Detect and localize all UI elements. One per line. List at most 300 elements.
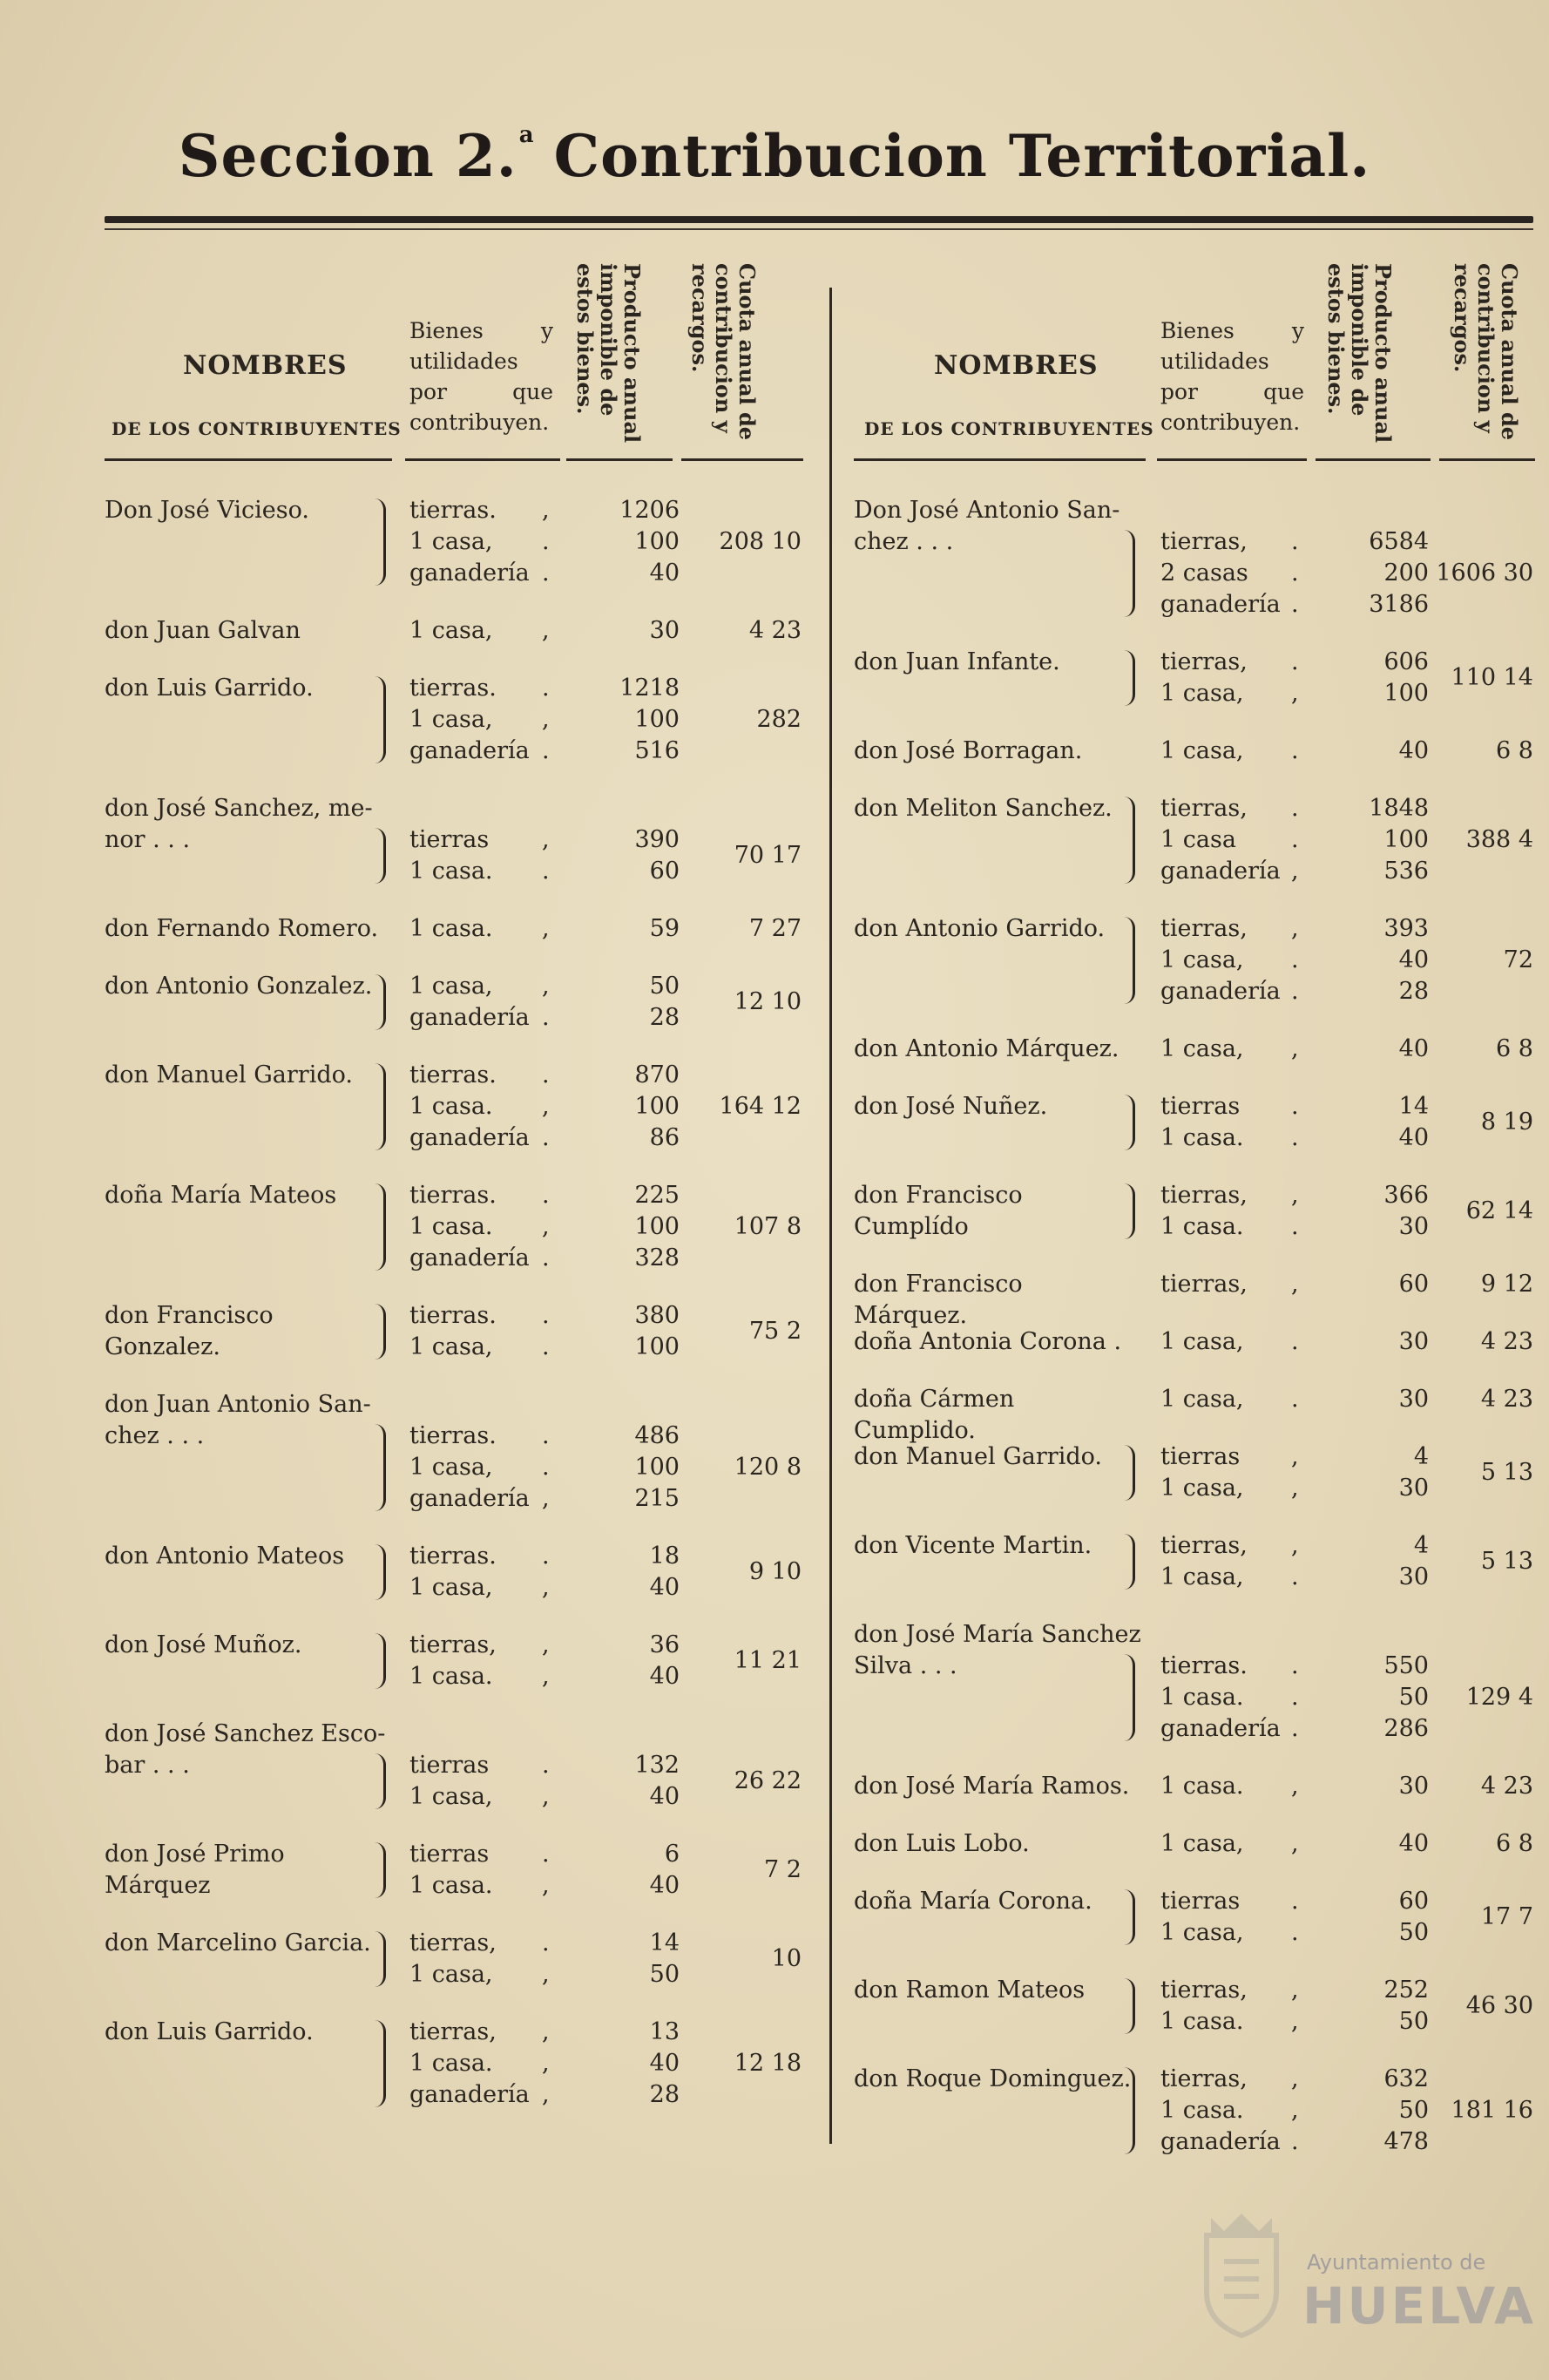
contributor-name <box>854 1886 1141 1917</box>
asset-product-value: 328 <box>634 1244 680 1271</box>
asset-product-value: 215 <box>634 1485 680 1512</box>
asset-product-value: 30 <box>1398 1213 1429 1240</box>
asset-label: 1 casa. <box>409 2050 493 2077</box>
header-underline <box>105 458 392 461</box>
asset-label: tierras. <box>409 497 497 524</box>
brace-bracket <box>375 676 386 763</box>
contributor-name-line: don Francisco Cumplído <box>854 1182 1023 1240</box>
asset-label: 1 casa, <box>1160 1035 1244 1062</box>
asset-product-value: 100 <box>634 1093 680 1120</box>
asset-mark: . <box>542 528 550 555</box>
asset-mark: . <box>542 1302 550 1329</box>
asset-mark: . <box>542 737 550 764</box>
contributor-name-line: don Antonio Mateos <box>105 1543 345 1570</box>
asset-mark: . <box>1291 1684 1299 1711</box>
contributor-name <box>854 2064 1141 2095</box>
asset-mark: . <box>542 1543 550 1570</box>
contributor-name-line: don José Nuñez. <box>854 1093 1048 1120</box>
contributor-entry <box>854 1180 1533 1243</box>
contributor-name-line: don Luis Garrido. <box>105 2018 314 2045</box>
asset-label: tierras. <box>409 1302 497 1329</box>
asset-mark: , <box>542 915 550 942</box>
header-producto: Producto anual imponible de estos bienes. <box>1323 263 1396 444</box>
brace-bracket <box>375 2020 386 2107</box>
contributor-name-line: don José Muñoz. <box>105 1631 302 1658</box>
contributor-name <box>105 615 392 647</box>
asset-label: 1 casa, <box>1160 1475 1244 1502</box>
asset-product-value: 4 <box>1413 1532 1429 1559</box>
asset-label: ganadería <box>1160 978 1281 1005</box>
asset-product-value: 486 <box>634 1422 680 1449</box>
asset-mark: , <box>1291 1532 1299 1559</box>
contributor-name <box>854 1975 1141 2006</box>
asset-product-value: 50 <box>1398 2008 1429 2035</box>
asset-mark: . <box>1291 1715 1299 1742</box>
asset-mark: , <box>1291 2097 1299 2124</box>
asset-mark: . <box>1291 795 1299 822</box>
asset-product-value: 30 <box>649 617 680 644</box>
contributor-name-line: doña Cármen Cumplido. <box>854 1386 1015 1444</box>
asset-label: 1 casa, <box>409 1574 493 1601</box>
asset-row <box>409 2079 697 2111</box>
brace-bracket <box>1124 650 1135 706</box>
contribution-amount: 181 16 <box>1451 2097 1533 2124</box>
asset-row <box>1160 526 1448 558</box>
contribution-amount: 107 8 <box>734 1213 802 1240</box>
asset-product-value: 632 <box>1383 2065 1429 2092</box>
asset-label: tierras <box>1160 1443 1241 1470</box>
asset-mark: . <box>542 1422 550 1449</box>
asset-row <box>1160 856 1448 887</box>
contributor-name-line: doña Antonia Corona . <box>854 1328 1122 1355</box>
asset-mark: , <box>1291 1443 1299 1470</box>
asset-product-value: 50 <box>649 973 680 1000</box>
asset-mark: , <box>542 497 550 524</box>
contributor-name-line: bar . . . <box>105 1752 190 1779</box>
contributor-name-line: nor . . . <box>105 826 191 853</box>
brace-bracket <box>1124 1095 1135 1150</box>
contributor-name-line: don José Sanchez Esco- <box>105 1720 386 1747</box>
asset-product-value: 393 <box>1383 915 1429 942</box>
asset-label: tierras <box>409 1841 490 1868</box>
asset-product-value: 30 <box>1398 1386 1429 1413</box>
right-column <box>854 253 1533 2184</box>
header-underline <box>405 458 560 461</box>
contributor-name-line: don Luis Garrido. <box>105 675 314 702</box>
asset-product-value: 390 <box>634 826 680 853</box>
contribution-amount: 6 8 <box>1496 1035 1533 1062</box>
header-underline <box>1316 458 1431 461</box>
asset-product-value: 40 <box>649 1783 680 1810</box>
asset-label: ganadería <box>409 1004 530 1031</box>
asset-label: 1 casa. <box>1160 1213 1244 1240</box>
contributor-name <box>854 793 1141 824</box>
asset-product-value: 366 <box>1383 1182 1429 1209</box>
contributor-name <box>854 736 1141 767</box>
asset-label: tierras. <box>409 1182 497 1209</box>
asset-mark: , <box>542 2018 550 2045</box>
contributor-name <box>854 1828 1141 1860</box>
asset-label: tierras, <box>1160 795 1248 822</box>
contributor-name-line: don Meliton Sanchez. <box>854 795 1113 822</box>
asset-product-value: 478 <box>1383 2128 1429 2155</box>
contributor-name <box>854 1530 1141 1562</box>
asset-row <box>409 1421 697 1452</box>
asset-product-value: 36 <box>649 1631 680 1658</box>
asset-label: tierras <box>1160 1093 1241 1120</box>
asset-product-value: 14 <box>1398 1093 1429 1120</box>
contributor-name-line: don Luis Lobo. <box>854 1830 1030 1857</box>
asset-mark: , <box>1291 915 1299 942</box>
asset-row <box>1160 2126 1448 2158</box>
contributor-name <box>105 1928 392 1959</box>
header-names: NOMBRES <box>183 350 348 381</box>
contributor-entry <box>854 1326 1533 1358</box>
contribution-amount: 7 27 <box>748 915 802 942</box>
asset-product-value: 100 <box>634 1454 680 1481</box>
asset-product-value: 516 <box>634 737 680 764</box>
asset-mark: , <box>542 1872 550 1899</box>
header-underline <box>681 458 803 461</box>
contributor-entry <box>105 1180 815 1274</box>
asset-product-value: 1218 <box>619 675 680 702</box>
asset-product-value: 100 <box>1383 826 1429 853</box>
asset-label: tierras, <box>1160 1977 1248 2004</box>
asset-mark: , <box>1291 1035 1299 1062</box>
asset-mark: . <box>1291 1386 1299 1413</box>
asset-mark: . <box>1291 648 1299 675</box>
coat-of-arms-icon <box>1189 2209 1294 2340</box>
contributor-name <box>105 495 392 526</box>
contribution-amount: 9 10 <box>748 1558 802 1585</box>
asset-mark: . <box>1291 1213 1299 1240</box>
asset-mark: . <box>1291 1328 1299 1355</box>
header-cuota: Cuota anual de contribucion y recargos. <box>1450 263 1522 441</box>
asset-mark: , <box>1291 2065 1299 2092</box>
asset-label: tierras, <box>409 1631 497 1658</box>
contributor-name <box>105 1839 392 1902</box>
contribution-amount: 6 8 <box>1496 1830 1533 1857</box>
contributor-name-line: don Francisco Gonzalez. <box>105 1302 274 1360</box>
asset-product-value: 132 <box>634 1752 680 1779</box>
contributor-name <box>105 1060 392 1091</box>
header-cuota: Cuota anual de contribucion y recargos. <box>687 263 760 441</box>
contribution-amount: 110 14 <box>1451 664 1533 691</box>
brace-bracket <box>375 1063 386 1150</box>
header-underline <box>1439 458 1535 461</box>
asset-label: tierras. <box>409 675 497 702</box>
asset-product-value: 606 <box>1383 648 1429 675</box>
contributor-entry <box>105 1839 815 1902</box>
contributor-entry <box>105 615 815 647</box>
contributor-name-line: don Juan Infante. <box>854 648 1060 675</box>
asset-label: 1 casa. <box>1160 1684 1244 1711</box>
asset-product-value: 252 <box>1383 1977 1429 2004</box>
contributor-name <box>105 1630 392 1661</box>
brace-bracket <box>375 1931 386 1987</box>
asset-label: ganadería <box>409 1485 530 1512</box>
contributor-entry <box>105 1719 815 1813</box>
contributor-name-line: don Antonio Márquez. <box>854 1035 1119 1062</box>
header-producto: Producto anual imponible de estos bienes. <box>572 263 645 444</box>
contribution-amount: 5 13 <box>1480 1459 1533 1486</box>
asset-mark: , <box>542 1213 550 1240</box>
asset-mark: . <box>1291 1124 1299 1151</box>
asset-label: tierras. <box>1160 1652 1248 1679</box>
asset-product-value: 100 <box>634 1213 680 1240</box>
asset-label: 1 casa. <box>409 858 493 885</box>
contributor-name <box>854 495 1141 558</box>
asset-mark: . <box>1291 1888 1299 1915</box>
contributor-name <box>854 1180 1141 1243</box>
asset-label: tierras, <box>1160 1271 1248 1298</box>
asset-label: tierras, <box>1160 648 1248 675</box>
watermark-line1: Ayuntamiento de <box>1307 2250 1486 2275</box>
contributor-name-line: Don José Vicieso. <box>105 497 309 524</box>
asset-product-value: 50 <box>1398 2097 1429 2124</box>
asset-label: 1 casa. <box>1160 2008 1244 2035</box>
contributor-entry <box>854 1886 1533 1949</box>
asset-mark: , <box>1291 858 1299 885</box>
contribution-amount: 4 23 <box>1480 1773 1533 1800</box>
asset-label: tierras, <box>409 2018 497 2045</box>
contributor-entry <box>854 1619 1533 1745</box>
asset-product-value: 28 <box>649 1004 680 1031</box>
contributor-name <box>854 1619 1141 1682</box>
contribution-amount: 26 22 <box>734 1767 802 1794</box>
asset-row <box>1160 976 1448 1007</box>
contributor-name <box>105 793 392 856</box>
asset-label: tierras. <box>409 1543 497 1570</box>
right-entries <box>854 495 1533 2158</box>
brace-bracket <box>1124 1183 1135 1239</box>
asset-label: 1 casa. <box>1160 2097 1244 2124</box>
contribution-amount: 129 4 <box>1465 1684 1533 1711</box>
brace-bracket <box>375 1753 386 1809</box>
asset-label: 1 casa, <box>1160 737 1244 764</box>
asset-mark: . <box>1291 978 1299 1005</box>
brace-bracket <box>1124 2067 1135 2154</box>
asset-label: 1 casa, <box>409 706 493 733</box>
asset-product-value: 286 <box>1383 1715 1429 1742</box>
asset-product-value: 550 <box>1383 1652 1429 1679</box>
asset-row <box>1160 913 1448 945</box>
asset-mark: . <box>1291 591 1299 618</box>
contributor-entry <box>854 647 1533 709</box>
asset-label: 1 casa, <box>1160 1386 1244 1413</box>
asset-product-value: 6584 <box>1369 528 1429 555</box>
asset-row <box>409 673 697 704</box>
contributor-name <box>105 1719 392 1781</box>
asset-mark: , <box>1291 1475 1299 1502</box>
asset-mark: . <box>1291 1652 1299 1679</box>
asset-product-value: 30 <box>1398 1773 1429 1800</box>
header-underline <box>566 458 673 461</box>
contributor-name <box>105 971 392 1002</box>
asset-label: tierras, <box>1160 1182 1248 1209</box>
asset-row <box>409 1122 697 1154</box>
contributor-entry <box>854 913 1533 1007</box>
title-rest: Contribucion Territorial. <box>553 122 1371 190</box>
contribution-amount: 72 <box>1503 946 1533 973</box>
contributor-name <box>854 1326 1141 1358</box>
asset-mark: , <box>542 1485 550 1512</box>
asset-product-value: 30 <box>1398 1563 1429 1590</box>
contribution-amount: 164 12 <box>719 1093 802 1120</box>
contributor-entry <box>105 1630 815 1692</box>
contributor-name-line: don Roque Dominguez. <box>854 2065 1132 2092</box>
column-divider <box>829 288 832 2144</box>
contributor-name-line: don José María Ramos. <box>854 1773 1130 1800</box>
contribution-amount: 75 2 <box>748 1318 802 1345</box>
asset-label: 1 casa, <box>1160 1563 1244 1590</box>
title-main: Seccion 2. <box>178 122 517 190</box>
contributor-entry <box>105 495 815 589</box>
asset-label: 1 casa, <box>409 1333 493 1360</box>
asset-product-value: 536 <box>1383 858 1429 885</box>
asset-label: ganadería <box>1160 858 1281 885</box>
asset-row <box>1160 1713 1448 1745</box>
asset-product-value: 14 <box>649 1929 680 1956</box>
asset-product-value: 50 <box>649 1961 680 1988</box>
asset-product-value: 40 <box>649 1574 680 1601</box>
asset-mark: , <box>1291 1182 1299 1209</box>
asset-product-value: 60 <box>1398 1271 1429 1298</box>
brace-bracket <box>1124 1889 1135 1945</box>
asset-product-value: 30 <box>1398 1328 1429 1355</box>
asset-mark: , <box>542 1093 550 1120</box>
header-bienes: Bienes y utilidades por que contribuyen. <box>1160 318 1304 435</box>
asset-product-value: 100 <box>634 1333 680 1360</box>
asset-product-value: 50 <box>1398 1684 1429 1711</box>
asset-mark: . <box>542 1454 550 1481</box>
asset-product-value: 3186 <box>1369 591 1429 618</box>
asset-product-value: 30 <box>1398 1475 1429 1502</box>
contributor-name-line: don José María Sanchez <box>854 1621 1141 1648</box>
asset-label: 1 casa, <box>409 528 493 555</box>
asset-label: 1 casa. <box>1160 1773 1244 1800</box>
contribution-amount: 388 4 <box>1465 826 1533 853</box>
asset-product-value: 40 <box>1398 1124 1429 1151</box>
asset-mark: . <box>542 675 550 702</box>
asset-label: 1 casa, <box>409 617 493 644</box>
asset-mark: . <box>542 1004 550 1031</box>
asset-product-value: 1206 <box>619 497 680 524</box>
contributor-name-line: don Juan Antonio San- <box>105 1391 371 1418</box>
asset-product-value: 40 <box>649 559 680 587</box>
contributor-entry <box>105 1060 815 1154</box>
contributor-entry <box>854 1975 1533 2038</box>
asset-row <box>1160 589 1448 620</box>
asset-mark: , <box>542 1961 550 1988</box>
asset-label: tierras. <box>409 1422 497 1449</box>
contribution-amount: 4 23 <box>1480 1328 1533 1355</box>
contributor-entry <box>854 1530 1533 1593</box>
brace-bracket <box>375 828 386 884</box>
asset-label: 1 casa <box>1160 826 1236 853</box>
brace-bracket <box>1124 1534 1135 1590</box>
contributor-entry <box>105 793 815 887</box>
left-table-header <box>105 253 815 471</box>
brace-bracket <box>375 1183 386 1271</box>
contributor-entry <box>105 1300 815 1363</box>
contributor-name-line: doña María Mateos <box>105 1182 337 1209</box>
contributor-name <box>854 913 1141 945</box>
contribution-amount: 1606 30 <box>1436 559 1533 587</box>
contributor-entry <box>105 1541 815 1604</box>
asset-label: tierras <box>1160 1888 1241 1915</box>
contributor-entry <box>105 913 815 945</box>
contributor-entry <box>854 1441 1533 1504</box>
contributor-name <box>854 1771 1141 1802</box>
brace-bracket <box>1124 530 1135 617</box>
asset-product-value: 28 <box>1398 978 1429 1005</box>
asset-product-value: 86 <box>649 1124 680 1151</box>
asset-mark: , <box>1291 680 1299 707</box>
asset-mark: , <box>542 1663 550 1690</box>
asset-row <box>409 558 697 589</box>
asset-mark: . <box>542 858 550 885</box>
contribution-amount: 10 <box>771 1945 802 1972</box>
contributor-entry <box>105 1389 815 1515</box>
contributor-name-line: don Ramon Mateos <box>854 1977 1086 2004</box>
contributor-entry <box>854 1034 1533 1065</box>
asset-product-value: 100 <box>1383 680 1429 707</box>
asset-mark: . <box>1291 2128 1299 2155</box>
asset-mark: , <box>542 1783 550 1810</box>
contributor-name <box>854 1441 1141 1473</box>
contributor-name-line: don Antonio Gonzalez. <box>105 973 373 1000</box>
asset-row <box>1160 1651 1448 1682</box>
brace-bracket <box>375 1842 386 1898</box>
contributor-name-line: don Manuel Garrido. <box>105 1061 353 1088</box>
asset-label: 1 casa, <box>1160 1830 1244 1857</box>
asset-mark: . <box>1291 559 1299 587</box>
asset-mark: , <box>1291 1830 1299 1857</box>
contributor-entry <box>105 971 815 1034</box>
contributor-name <box>105 913 392 945</box>
asset-row <box>409 1243 697 1274</box>
contribution-amount: 6 8 <box>1496 737 1533 764</box>
asset-label: ganadería <box>1160 2128 1281 2155</box>
contributor-name-line: chez . . . <box>105 1422 205 1449</box>
contributor-name-line: don Fernando Romero. <box>105 915 379 942</box>
asset-label: 1 casa, <box>409 1783 493 1810</box>
contributor-entry <box>105 2017 815 2111</box>
asset-mark: . <box>542 1752 550 1779</box>
left-column <box>105 253 815 2137</box>
asset-product-value: 40 <box>1398 946 1429 973</box>
contributor-name <box>105 1180 392 1211</box>
contributor-entry <box>854 793 1533 887</box>
right-table-header <box>854 253 1533 471</box>
contributor-entry <box>105 673 815 767</box>
contributor-name <box>854 1384 1141 1447</box>
asset-mark: , <box>1291 2008 1299 2035</box>
asset-mark: . <box>542 559 550 587</box>
asset-product-value: 50 <box>1398 1919 1429 1946</box>
asset-label: tierras <box>409 826 490 853</box>
brace-bracket <box>1124 1654 1135 1741</box>
asset-mark: . <box>1291 1563 1299 1590</box>
contributor-entry <box>105 1928 815 1990</box>
contributor-name-line: don José Borragan. <box>854 737 1083 764</box>
contributor-name <box>105 673 392 704</box>
asset-row <box>409 1483 697 1515</box>
contribution-amount: 11 21 <box>734 1647 802 1674</box>
contribution-amount: 9 12 <box>1480 1271 1533 1298</box>
asset-mark: . <box>542 1841 550 1868</box>
